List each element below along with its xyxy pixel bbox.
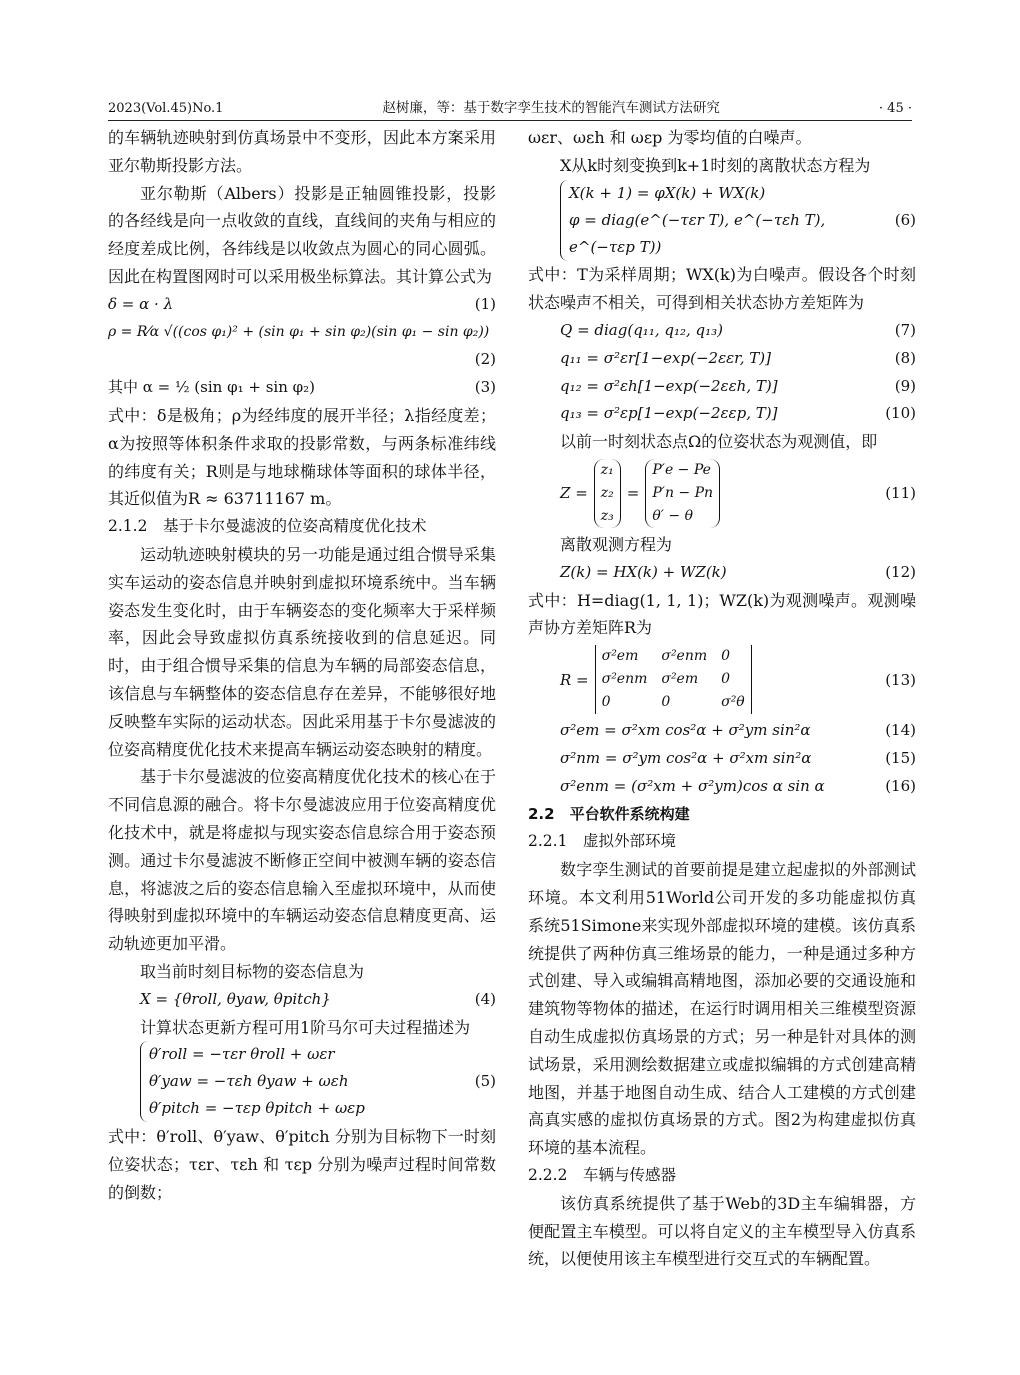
equals-sign: = xyxy=(626,484,640,503)
equation-body: q₁₃ = σ²εp[1−exp(−2εεp, T)] xyxy=(560,404,778,423)
equation-lhs: R = xyxy=(560,670,589,689)
paragraph: 式中：θ′roll、θ′yaw、θ′pitch 分别为目标物下一时刻位姿状态；τεr、τεh 和 τεp 分别为噪声过程时间常数的倒数； xyxy=(108,1127,496,1202)
equation-11 xyxy=(528,456,916,531)
equation-body: X = {θroll, θyaw, θpitch} xyxy=(140,989,331,1008)
equation-5 xyxy=(108,1041,496,1123)
observation-difference-vector xyxy=(645,459,720,528)
equation-body xyxy=(528,180,895,262)
paragraph: 以前一时刻状态点Ω的位姿状态为观测值，即 xyxy=(560,432,878,452)
equation-body: ρ = R⁄α √((cos φ₁)² + (sin φ₁ + sin φ₂)(sin φ₁ − sin φ₂)) xyxy=(108,323,490,340)
matrix-cell: σ²enm xyxy=(661,648,708,665)
equation-number: (16) xyxy=(885,776,916,795)
equation-2-number-row xyxy=(108,346,496,374)
paragraph: 运动轨迹映射模块的另一功能是通过组合惯导采集实车运动的姿态信息并映射到虚拟环境系统中。当车辆姿态发生变化时，由于车辆姿态的变化频率大于采样频率，因此会导致虚拟仿真系统接收到的信息延迟。同时，由于组合惯导采集的信息为车辆的局部姿态信息，该信息与车辆整体的姿态信息存在差异，不能够很好地反映整车实际的运动状态。因此采用基于卡尔曼滤波的位姿高精度优化技术来提高车辆运动姿态映射的精度。 xyxy=(108,544,496,759)
matrix-cell: z₂ xyxy=(600,484,614,501)
equation-body xyxy=(528,645,752,714)
equation-number: (3) xyxy=(474,378,496,397)
journal-issue: 2023(Vol.45)No.1 xyxy=(108,101,224,116)
equation-number: (8) xyxy=(894,348,916,367)
equation-1 xyxy=(108,291,496,319)
paragraph: 离散观测方程为 xyxy=(560,534,673,554)
paragraph: 基于卡尔曼滤波的位姿高精度优化技术的核心在于不同信息源的融合。将卡尔曼滤波应用于位姿高精度优化技术中，就是将虚拟与现实姿态信息综合用于姿态预测。通过卡尔曼滤波不断修正空间中被测车辆的姿态信息，将滤波之后的姿态信息输入至虚拟环境中，从而使得映射到虚拟环境中的车辆运动姿态信息精度更高、运动轨迹更加平滑。 xyxy=(108,767,496,954)
equation-number: (2) xyxy=(474,350,496,369)
equation-body: δ = α · λ xyxy=(108,294,174,313)
paragraph: 式中：T为采样周期；WX(k)为白噪声。假设各个时刻状态噪声不相关，可得到相关状态协方差矩阵为 xyxy=(528,265,916,313)
equation-number: (14) xyxy=(885,721,916,740)
equation-body: σ²enm = (σ²xm + σ²ym)cos α sin α xyxy=(560,776,825,795)
equation-body: σ²em = σ²xm cos²α + σ²ym sin²α xyxy=(560,721,811,740)
matrix-cell: P′e − Pe xyxy=(652,461,711,478)
matrix-cell: σ²em xyxy=(601,648,639,665)
equation-2 xyxy=(108,319,496,347)
equation-13 xyxy=(528,642,916,717)
equation-9 xyxy=(528,373,916,401)
section-heading-2-2-2: 2.2.2 车辆与传感器 xyxy=(528,1165,676,1184)
paragraph: 计算状态更新方程可用1阶马尔可夫过程描述为 xyxy=(140,1017,471,1037)
equation-body xyxy=(108,1041,365,1123)
paragraph: 的车辆轨迹映射到仿真场景中不变形，因此本方案采用亚尔勒斯投影方法。 xyxy=(108,128,496,175)
equation-line: θ′pitch = −τεp θpitch + ωεp xyxy=(149,1099,365,1118)
equation-number: (1) xyxy=(474,294,496,313)
equation-number: (6) xyxy=(894,210,916,229)
equation-body: Z(k) = HX(k) + WZ(k) xyxy=(560,562,727,581)
equation-body: 其中 α = ½ (sin φ₁ + sin φ₂) xyxy=(108,378,315,397)
equation-number: (13) xyxy=(885,670,916,689)
equation-line: θ′yaw = −τεh θyaw + ωεh xyxy=(149,1072,349,1091)
paragraph: 式中：δ是极角；ρ为经纬度的展开半径；λ指经度差；α为按照等体积条件求取的投影常数，与两条标准纬线的纬度有关；R则是与地球椭球体等面积的球体半径，其近似值为R ≈ 63711167 m。 xyxy=(108,405,496,509)
equation-number: (10) xyxy=(885,404,916,423)
matrix-cell: 0 xyxy=(721,648,731,665)
right-column xyxy=(528,124,916,1273)
page-number: · 45 · xyxy=(878,101,912,116)
equation-number: (7) xyxy=(894,320,916,339)
equation-system xyxy=(560,180,895,261)
equation-7 xyxy=(528,317,916,345)
equation-3 xyxy=(108,374,496,402)
equation-number: (5) xyxy=(474,1072,496,1091)
paragraph: 亚尔勒斯（Albers）投影是正轴圆锥投影，投影的各经线是向一点收敛的直线，直线间的夹角与相应的经度差成比例，各纬线是以收敛点为圆心的同心圆弧。因此在构置图网时可以采用极坐标算法。其计算公式为 xyxy=(108,183,496,286)
equation-body: q₁₁ = σ²εr[1−exp(−2εεr, T)] xyxy=(560,348,771,367)
running-header xyxy=(108,92,912,121)
matrix-cell: σ²enm xyxy=(601,671,648,688)
equation-body xyxy=(528,459,720,528)
matrix-cell: σ²θ xyxy=(721,694,745,711)
equation-line: θ′roll = −τεr θroll + ωεr xyxy=(149,1045,335,1064)
matrix-cell: 0 xyxy=(661,694,671,711)
equation-line: φ = diag(e^(−τεr T), e^(−τεh T), e^(−τεp T)) xyxy=(569,210,826,256)
equation-6 xyxy=(528,180,916,262)
equation-body: q₁₂ = σ²εh[1−exp(−2εεh, T)] xyxy=(560,376,778,395)
equation-number: (15) xyxy=(885,748,916,767)
equation-line: X(k + 1) = φX(k) + WX(k) xyxy=(569,183,766,202)
equation-body: σ²nm = σ²ym cos²α + σ²xm sin²α xyxy=(560,748,812,767)
matrix-cell: z₁ xyxy=(600,461,614,478)
equation-number: (11) xyxy=(885,484,916,503)
equation-lhs: Z = xyxy=(560,484,588,503)
equation-system xyxy=(140,1041,365,1122)
paragraph: ωεr、ωεh 和 ωεp 为零均值的白噪声。 xyxy=(528,128,812,147)
section-heading-2-2: 2.2 平台软件系统构建 xyxy=(528,804,690,823)
equation-body: Q = diag(q₁₁, q₁₂, q₁₃) xyxy=(560,320,724,339)
covariance-matrix xyxy=(595,645,752,714)
equation-4 xyxy=(108,986,496,1014)
equation-number: (12) xyxy=(885,562,916,581)
equation-14 xyxy=(528,717,916,745)
paragraph: 该仿真系统提供了基于Web的3D主车编辑器，方便配置主车模型。可以将自定义的主车模型导入仿真系统，以便使用该主车模型进行交互式的车辆配置。 xyxy=(528,1193,916,1269)
matrix-cell: 0 xyxy=(601,694,611,711)
matrix-cell: P′n − Pn xyxy=(652,484,714,501)
article-title: 赵树廉，等：基于数字孪生技术的智能汽车测试方法研究 xyxy=(382,100,720,116)
equation-8 xyxy=(528,345,916,373)
equation-12 xyxy=(528,559,916,587)
section-heading-2-1-2: 2.1.2 基于卡尔曼滤波的位姿高精度优化技术 xyxy=(108,517,427,536)
left-column xyxy=(108,124,496,1206)
paragraph: X从k时刻变换到k+1时刻的离散状态方程为 xyxy=(560,155,871,175)
equation-15 xyxy=(528,745,916,773)
matrix-cell: σ²em xyxy=(661,671,699,688)
paragraph: 式中：H=diag(1, 1, 1)；WZ(k)为观测噪声。观测噪声协方差矩阵R为 xyxy=(528,590,916,638)
equation-number: (4) xyxy=(474,989,496,1008)
matrix-cell: 0 xyxy=(721,671,731,688)
matrix-cell: z₃ xyxy=(600,507,614,524)
paragraph: 数字孪生测试的首要前提是建立起虚拟的外部测试环境。本文利用51World公司开发的多功能虚拟仿真系统51Simone来实现外部虚拟环境的建模。该仿真系统提供了两种仿真三维场景的能力，一种是通过多种方式创建、导入或编辑高精地图，添加必要的交通设施和建筑物等物体的描述，在运行时调用相关三维模型资源自动生成虚拟仿真场景的方式；另一种是针对具体的测试场景，采用测绘数据建立或虚拟编辑的方式创建高精地图，并基于地图自动生成、结合人工建模的方式创建高真实感的虚拟仿真场景的方式。图2为构建虚拟仿真环境的基本流程。 xyxy=(528,860,916,1158)
matrix-cell: θ′ − θ xyxy=(652,507,694,524)
paragraph: 取当前时刻目标物的姿态信息为 xyxy=(140,961,365,981)
equation-10 xyxy=(528,400,916,428)
section-heading-2-2-1: 2.2.1 虚拟外部环境 xyxy=(528,832,676,851)
equation-16 xyxy=(528,773,916,801)
equation-number: (9) xyxy=(894,376,916,395)
observation-vector xyxy=(594,459,621,528)
